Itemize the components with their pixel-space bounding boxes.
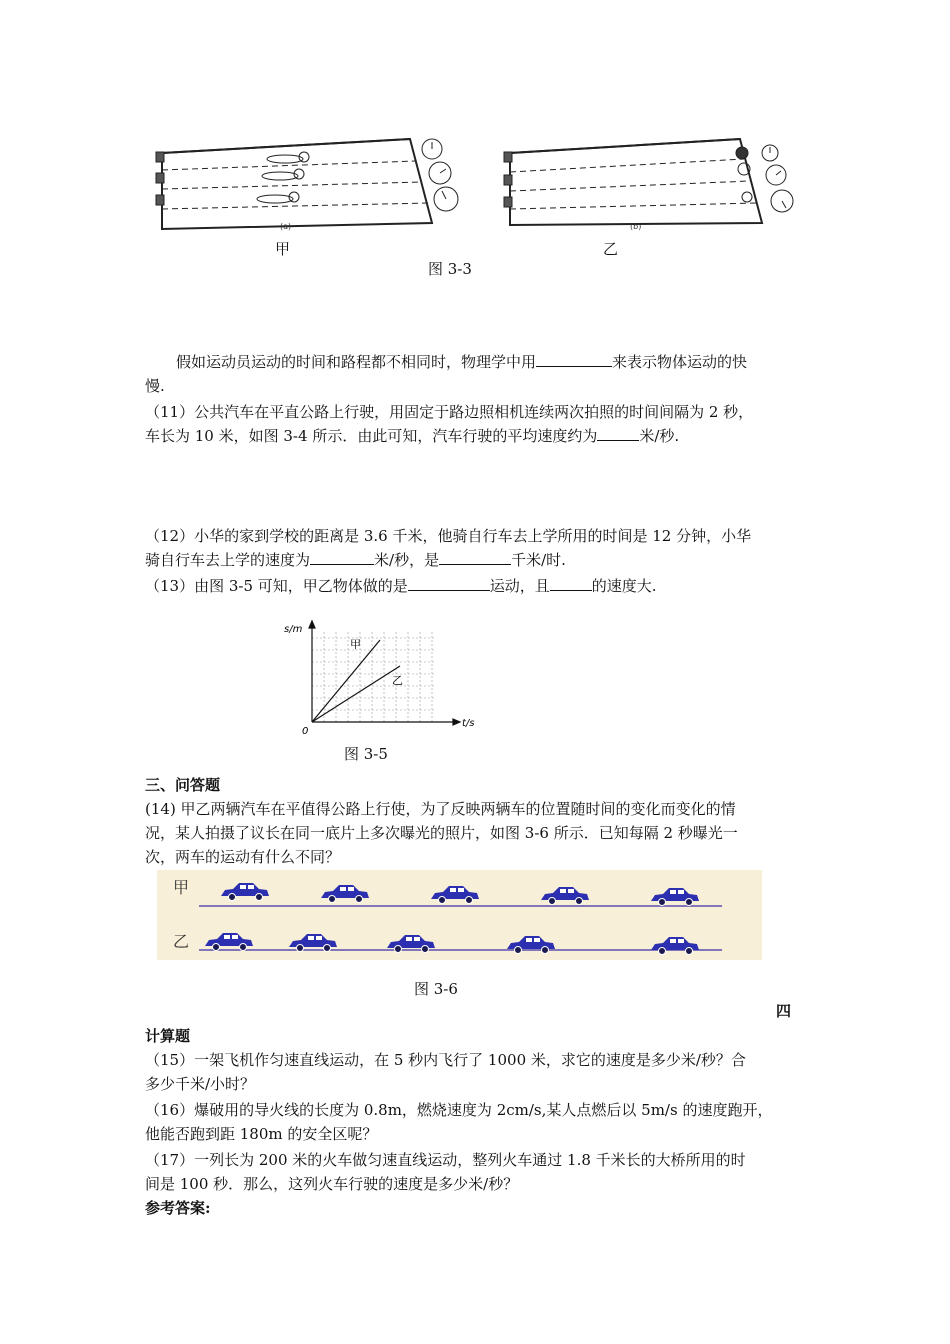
section-4-number: 四 [776,1002,792,1020]
clock-icon [762,145,778,161]
answer-blank [310,548,374,565]
figure-3-3-left-label: 甲 [275,240,291,258]
clock-icon [434,187,458,211]
question-15-line1: （15）一架飞机作匀速直线运动，在 5 秒内飞行了 1000 米，求它的速度是多少米/秒？合 [145,1051,746,1069]
question-15-line2: 多少千米/小时？ [145,1075,256,1093]
car-icon [507,936,555,954]
section-3-heading: 三、问答题 [145,776,221,794]
car-icon [221,883,269,901]
section-4-heading: 计算题 [145,1027,191,1045]
figure-3-3-caption: 图 3-3 [428,260,472,278]
question-17-line1: （17）一列长为 200 米的火车做匀速直线运动，整列火车通过 1.8 千米长的大桥所用的时 [145,1151,746,1169]
car-icon [205,933,253,951]
car-icon [651,937,699,955]
car-icon [321,885,369,903]
question-17-line2: 间是 100 秒．那么，这列火车行驶的速度是多少米/秒？ [145,1175,519,1193]
figure-3-3-right-label: 乙 [603,240,619,258]
question-11-line2: 车长为 10 米，如图 3-4 所示．由此可知，汽车行驶的平均速度约为 米/秒. [145,424,679,448]
subfigure-a-label: (a) [280,222,292,231]
speed-paragraph-line1: 假如运动员运动的时间和路程都不相同时，物理学中用 来表示物体运动的快 [176,350,747,374]
pool-b [504,139,793,225]
figure-3-3-drawing [140,125,820,235]
swimmer-icon [257,192,299,203]
question-14-line1: (14) 甲乙两辆汽车在平值得公路上行使，为了反映两辆车的位置随时间的变化而变化的情 [145,800,736,818]
line-yi [312,666,400,722]
figure-3-6-photo [157,870,762,960]
question-14-line2: 况，某人拍摄了议长在同一底片上多次曝光的照片，如图 3-6 所示．已知每隔 2 秒曝光一 [145,824,738,842]
clock-icon [766,165,786,185]
car-icon [431,886,479,904]
figure-3-6 [157,870,762,960]
answer-blank [408,574,490,591]
graph-grid [312,632,435,722]
question-16-line1: （16）爆破用的导火线的长度为 0.8m，燃烧速度为 2cm/s,某人点燃后以 5m/s 的速度跑开， [145,1101,773,1119]
row-label-yi: 乙 [173,932,190,951]
clock-icon [771,190,793,212]
clock-icon [429,162,451,184]
car-icon [541,887,589,905]
answer-blank [439,548,511,565]
series-label-jia: 甲 [350,638,361,651]
swimmer-icon [262,169,304,180]
y-axis-label: s/m [284,624,303,635]
row-label-jia: 甲 [173,878,190,897]
figure-3-6-caption: 图 3-6 [414,980,458,998]
figure-3-5 [280,618,490,738]
answer-blank [597,424,639,441]
x-axis-label: t/s [462,718,475,729]
pool-a [156,139,458,229]
question-13: （13）由图 3-5 可知，甲乙物体做的是 运动，且 的速度大. [145,574,657,598]
x-axis-arrow-icon [453,719,460,725]
question-12-line1: （12）小华的家到学校的距离是 3.6 千米，他骑自行车去上学所用的时间是 12 分钟，小华 [145,527,752,545]
figure-3-5-caption: 图 3-5 [344,745,388,763]
figure-3-5-graph [280,618,490,738]
subfigure-b-label: (b) [630,222,642,231]
figure-3-3 [140,125,820,270]
answer-blank [550,574,592,591]
speed-paragraph-line2: 慢. [145,377,165,395]
clock-icon [422,139,442,159]
question-12-line2: 骑自行车去上学的速度为 米/秒，是 千米/时. [145,548,566,572]
car-icon [289,934,337,952]
question-11-line1: （11）公共汽车在平直公路上行驶，用固定于路边照相机连续两次拍照的时间间隔为 2 秒， [145,403,754,421]
y-axis-arrow-icon [309,621,315,628]
question-14-line3: 次，两车的运动有什么不同？ [145,848,341,866]
answers-heading: 参考答案: [145,1199,211,1217]
answer-blank [536,350,612,367]
question-16-line2: 他能否跑到距 180m 的安全区呢？ [145,1125,378,1143]
origin-label: 0 [302,726,309,737]
series-label-yi: 乙 [392,674,403,687]
swimmer-icon [267,152,309,163]
car-icon [651,888,699,906]
